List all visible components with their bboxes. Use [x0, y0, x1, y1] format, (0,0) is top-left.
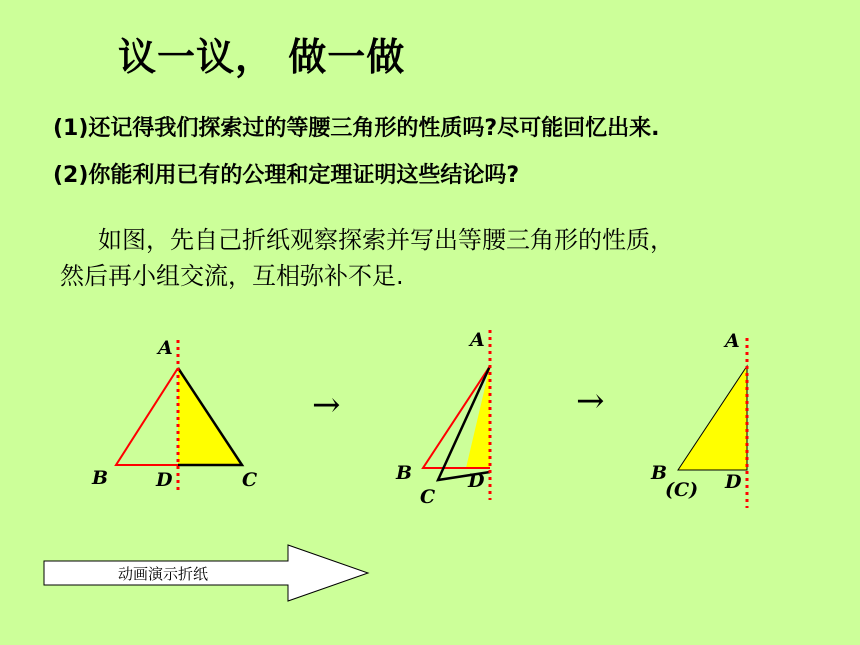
question-2: (2)你能利用已有的公理和定理证明这些结论吗?: [53, 163, 520, 188]
slide-title: 议一议， 做一做: [118, 35, 406, 79]
animate-folding-label: 动画演示折纸: [118, 565, 209, 583]
label-d: D: [156, 469, 173, 491]
label-b: B: [396, 462, 413, 484]
figure-isosceles-triangle: [91, 337, 257, 493]
label-b: B: [651, 462, 668, 484]
question-1: (1)还记得我们探索过的等腰三角形的性质吗?尽可能回忆出来.: [53, 116, 660, 141]
arrow-1: →: [312, 385, 341, 425]
label-b: B: [92, 467, 109, 489]
label-a: A: [725, 330, 740, 352]
label-d: D: [468, 470, 485, 492]
figure-folded-triangle: [650, 330, 747, 508]
paragraph-line-2: 然后再小组交流，互相弥补不足.: [60, 262, 404, 290]
instruction-paragraph: [60, 222, 800, 294]
figure-folding-in-progress: [395, 329, 490, 508]
label-a: A: [158, 337, 173, 359]
red-half-outline: [116, 368, 178, 465]
label-c: C: [242, 469, 258, 491]
arrow-2: →: [576, 381, 605, 421]
label-c: C: [420, 486, 436, 508]
label-a: A: [470, 329, 485, 351]
paragraph-line-1: 如图，先自己折纸观察探索并写出等腰三角形的性质，: [98, 226, 674, 254]
label-d: D: [725, 471, 742, 493]
yellow-fold-region: [466, 366, 490, 468]
animate-folding-button[interactable]: [42, 543, 372, 603]
label-c-parenthesized: (C): [665, 479, 699, 501]
yellow-folded-triangle: [678, 366, 747, 470]
folding-diagrams: [0, 310, 860, 520]
